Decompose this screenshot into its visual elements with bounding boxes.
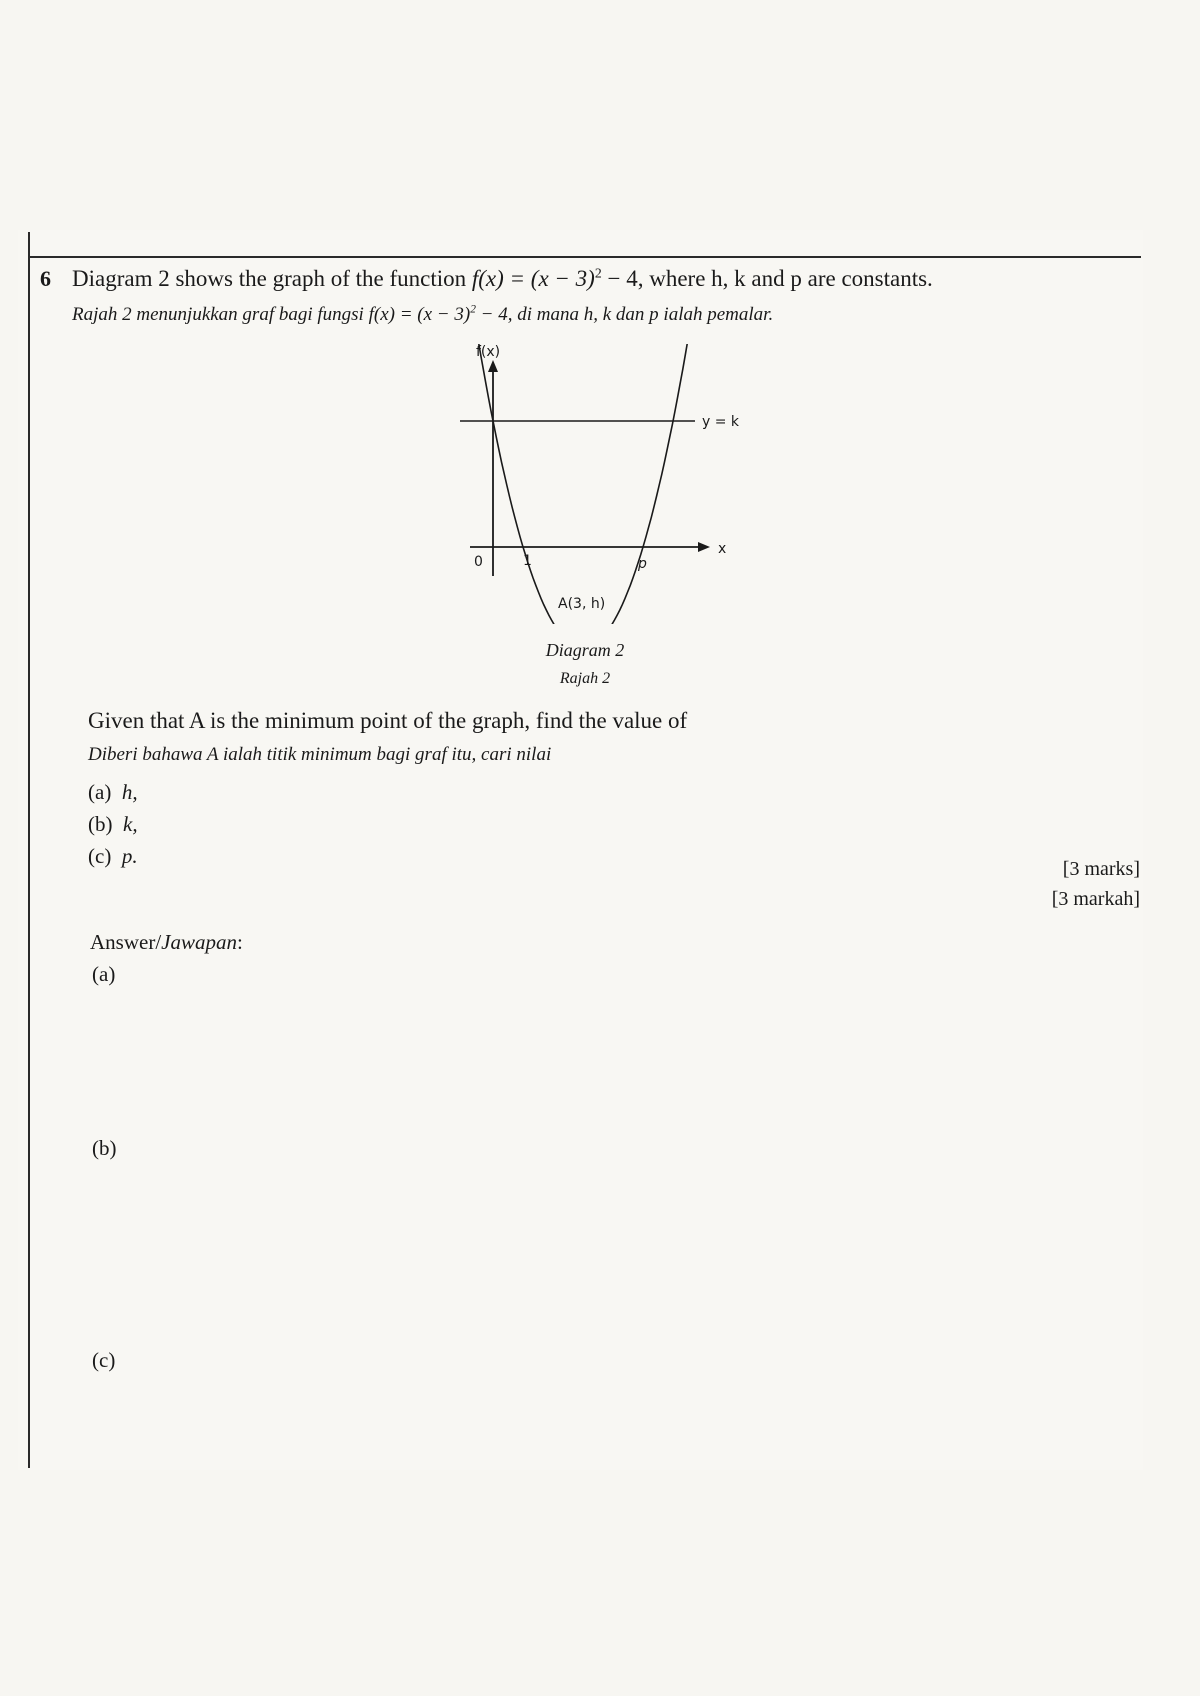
x-axis-arrow [698, 542, 710, 552]
given-text-en: Given that A is the minimum point of the graph, find the value of [88, 708, 688, 733]
x-axis-label: x [718, 541, 727, 557]
marks-ms: [3 markah] [1051, 888, 1140, 910]
parabola-diagram [430, 344, 790, 624]
parabola-curve [478, 344, 688, 624]
exponent-ms: 2 [470, 303, 476, 316]
answer-part-a: (a) [92, 962, 116, 986]
exponent-en: 2 [594, 265, 602, 281]
y-axis-label: f(x) [476, 344, 501, 360]
min-point-label: A(3, h) [558, 596, 606, 612]
top-divider [28, 256, 1141, 258]
answer-part-c: (c) [92, 1348, 116, 1372]
answer-heading: Answer/Jawapan: [90, 930, 243, 954]
diagram-caption-ms: Rajah 2 [559, 670, 611, 687]
part-b-prompt: (b) k, [88, 812, 138, 836]
tick-one-label: 1 [523, 553, 532, 569]
graph-svg [430, 344, 790, 624]
function-en: f(x) = (x − 3) [471, 266, 595, 291]
part-c-prompt: (c) p. [88, 844, 138, 868]
diagram-caption-en: Diagram 2 [545, 640, 625, 660]
answer-part-b: (b) [92, 1136, 117, 1160]
y-axis-arrow [488, 360, 498, 372]
margin-rule [28, 232, 30, 1468]
root-label: p [638, 556, 647, 572]
origin-label: 0 [474, 554, 483, 570]
y-equals-k-label: y = k [702, 414, 740, 430]
marks-en: [3 marks] [1062, 858, 1140, 880]
given-text-ms: Diberi bahawa A ialah titik minimum bagi graf itu, cari nilai [88, 744, 552, 765]
question-text-ms: Rajah 2 menunjukkan graf bagi fungsi $f(x) = (x - 3)^2 - 4$, di mana h, k dan p ialah pemalar. [72, 303, 774, 325]
question-text-en: Diagram 2 shows the graph of the function $f(x) = (x - 3)^2 - 4$, where h, k and p are constants. [72, 265, 933, 291]
question-number: 6 [40, 266, 51, 291]
part-a-prompt: (a) h, [88, 780, 138, 804]
function-ms: f(x) = (x − 3) [368, 304, 471, 325]
